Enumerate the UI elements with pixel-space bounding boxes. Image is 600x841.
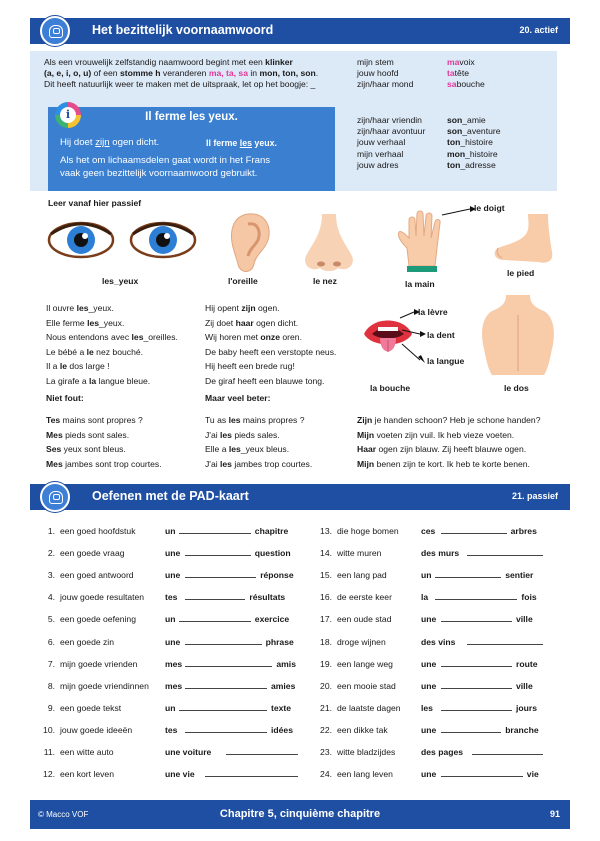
exercise-prefix: une voiture xyxy=(165,747,212,757)
exercise-dutch: een lang leven xyxy=(337,769,393,780)
exercise-number: 21. xyxy=(320,702,332,713)
exercise-number: 1. xyxy=(47,526,55,536)
eyes-illustration xyxy=(45,218,200,264)
niet-fout-label: Niet fout: xyxy=(46,393,84,403)
exercise-row xyxy=(0,526,600,540)
col3-line: Mijn voeten zijn vuil. Ik heb vieze voeten. xyxy=(357,429,515,440)
col2-line: J'ai les pieds sales. xyxy=(205,429,280,440)
exercise-number: 12. xyxy=(43,769,55,780)
page-footer xyxy=(30,800,570,829)
pair-row: zijn/haar mond sa bouche xyxy=(357,79,485,90)
col1-line: Tes mains sont propres ? xyxy=(46,415,143,425)
exercise-dutch: een goed hoofdstuk xyxy=(60,526,136,536)
exercise-prefix: la xyxy=(421,592,429,603)
foot-illustration xyxy=(490,212,556,266)
answer-blank[interactable] xyxy=(467,548,543,556)
answer-blank[interactable] xyxy=(441,526,507,534)
exercise-prefix: les xyxy=(421,702,433,713)
exercise-dutch: een goede oefening xyxy=(60,614,136,625)
exercise-dutch: droge wijnen xyxy=(337,636,386,647)
col3-line: Mijn benen zijn te kort. Ik heb te korte benen. xyxy=(357,458,530,469)
exercise-dutch: witte bladzijdes xyxy=(337,747,396,757)
exercise-suffix: branche xyxy=(505,724,539,735)
exercise-dutch: een goede zin xyxy=(60,636,114,647)
exercise-suffix: exercice xyxy=(254,614,290,625)
answer-blank[interactable] xyxy=(441,659,512,667)
info-line-2: Als het om lichaamsdelen gaat wordt in het Frans xyxy=(60,155,271,166)
exercise-suffix: ville xyxy=(516,614,533,625)
exercise-dutch: de eerste keer xyxy=(337,592,392,603)
brain-icon xyxy=(40,482,70,512)
exercise-number: 22. xyxy=(320,724,332,735)
fr-sentence: Elle ferme les_yeux. xyxy=(46,317,125,328)
answer-blank[interactable] xyxy=(441,725,502,733)
exercise-dutch: een kort leven xyxy=(60,769,114,780)
answer-blank[interactable] xyxy=(467,637,543,645)
exercise-number: 7. xyxy=(47,658,55,669)
exercise-prefix: une xyxy=(165,548,181,559)
exercise-number: 8. xyxy=(47,680,55,691)
col2-sentences xyxy=(205,413,312,471)
answer-blank[interactable] xyxy=(435,570,501,578)
pair-row: jouw verhaal ton _histoire xyxy=(357,137,493,148)
col3-line: Haar ogen zijn blauw. Zij heeft blauwe ogen. xyxy=(357,444,527,454)
answer-blank[interactable] xyxy=(435,592,517,600)
exercise-row xyxy=(0,570,600,584)
exercise-suffix: idées xyxy=(271,724,293,735)
exercise-prefix: une xyxy=(421,769,437,780)
hand-illustration xyxy=(395,208,459,274)
exercise-prefix: des murs xyxy=(421,548,460,559)
exercise-row xyxy=(0,769,600,783)
answer-blank[interactable] xyxy=(472,747,543,755)
exercise-dutch: jouw goede resultaten xyxy=(60,592,145,603)
copyright: © Macco VOF xyxy=(38,810,89,819)
exercise-prefix: tes xyxy=(165,724,178,735)
exercise-number: 15. xyxy=(320,570,332,581)
exercise-dutch: een oude stad xyxy=(337,614,392,625)
fr-sentence: Le bébé a le nez bouché. xyxy=(46,346,144,357)
col2-line: Tu as les mains propres ? xyxy=(205,415,305,425)
exercise-prefix: une xyxy=(421,724,437,735)
intro-text xyxy=(44,57,354,91)
info-icon: i xyxy=(55,102,81,128)
exercise-prefix: une xyxy=(165,636,181,647)
info-box xyxy=(48,107,335,191)
exercise-suffix: vie xyxy=(526,769,539,780)
col3-sentences xyxy=(357,413,540,471)
exercise-number: 2. xyxy=(47,548,55,559)
exercise-dutch: witte muren xyxy=(337,548,382,559)
col3-line: Zijn je handen schoon? Heb je schone handen? xyxy=(357,415,541,425)
col2-line: Elle a les_yeux bleus. xyxy=(205,444,290,454)
exercise-prefix: mes xyxy=(165,680,183,691)
exercise-number: 5. xyxy=(47,614,55,625)
col2-line: J'ai les jambes trop courtes. xyxy=(205,458,313,469)
label-oreille: l'oreille xyxy=(228,276,258,286)
label-doigt: le doigt xyxy=(474,203,505,213)
exercise-row xyxy=(0,725,600,739)
pairs-bottom xyxy=(357,115,557,171)
exercise-suffix: amis xyxy=(276,658,296,669)
exercise-number: 14. xyxy=(320,548,332,559)
col1-line: Mes jambes sont trop courtes. xyxy=(46,458,162,469)
exercise-suffix: fois xyxy=(521,592,537,603)
exercise-number: 20. xyxy=(320,680,332,691)
exercise-prefix: ces xyxy=(421,526,436,536)
exercise-dutch: die hoge bomen xyxy=(337,526,399,536)
pair-row: zijn/haar vriendin son _amie xyxy=(357,115,486,125)
exercise-row xyxy=(0,659,600,673)
exercise-dutch: mijn goede vrienden xyxy=(60,658,138,669)
label-pied: le pied xyxy=(507,268,535,278)
section-header-1 xyxy=(30,18,570,44)
exercise-dutch: een witte auto xyxy=(60,747,114,757)
exercise-dutch: een goed antwoord xyxy=(60,570,134,581)
exercise-number: 23. xyxy=(320,747,332,757)
exercise-row xyxy=(0,592,600,606)
label-dos: le dos xyxy=(504,383,529,393)
exercise-number: 18. xyxy=(320,636,332,647)
col1-line: Mes pieds sont sales. xyxy=(46,429,130,440)
exercise-suffix: résultats xyxy=(249,592,286,603)
exercise-number: 3. xyxy=(47,570,55,581)
maar-beter-label: Maar veel beter: xyxy=(205,393,271,403)
label-bouche: la bouche xyxy=(370,383,411,393)
exercise-number: 10. xyxy=(43,724,55,735)
nl-sentence: Wij horen met onze oren. xyxy=(205,332,302,342)
nl-sentence: Hij opent zijn ogen. xyxy=(205,303,280,313)
exercise-row xyxy=(0,637,600,651)
exercise-dutch: een goede tekst xyxy=(60,702,122,713)
exercise-prefix: un xyxy=(165,702,176,713)
nl-sentence: De giraf heeft een blauwe tong. xyxy=(205,375,325,386)
nose-illustration xyxy=(302,214,356,274)
exercise-suffix: question xyxy=(254,548,291,559)
label-yeux: les_yeux xyxy=(102,276,139,286)
exercise-prefix: une xyxy=(421,658,437,669)
exercise-prefix: un xyxy=(165,526,176,536)
exercise-suffix: chapitre xyxy=(254,526,289,536)
answer-blank[interactable] xyxy=(441,703,512,711)
exercise-number: 6. xyxy=(47,636,55,647)
exercise-prefix: une xyxy=(421,680,437,691)
pair-row: jouw hoofd ta tête xyxy=(357,68,469,79)
col1-sentences xyxy=(46,413,162,471)
exercise-prefix: mes xyxy=(165,658,183,669)
exercise-number: 11. xyxy=(43,747,55,757)
section-header-2 xyxy=(30,484,570,510)
exercise-dutch: mijn goede vriendinnen xyxy=(60,680,149,691)
exercise-dutch: jouw goede ideeën xyxy=(60,724,133,735)
label-dent: la dent xyxy=(427,330,455,340)
exercise-suffix: jours xyxy=(516,702,538,713)
exercise-number: 16. xyxy=(320,592,332,603)
exercise-dutch: de laatste dagen xyxy=(337,702,401,713)
brain-icon xyxy=(40,16,70,46)
exercise-suffix: ville xyxy=(516,680,533,691)
intro-line-2: (a, e, i, o, u) of een stomme h veranderen ma, ta, sa in mon, ton, son. xyxy=(44,68,319,79)
exercise-prefix: tes xyxy=(165,592,178,603)
info-line-1-fr: Il ferme les yeux. xyxy=(206,138,277,148)
exercise-number: 19. xyxy=(320,658,332,669)
exercise-row xyxy=(0,681,600,695)
info-title: Il ferme les yeux. xyxy=(145,111,238,123)
exercise-suffix: phrase xyxy=(265,636,294,647)
exercise-dutch: een lange weg xyxy=(337,658,393,669)
label-nez: le nez xyxy=(313,276,337,286)
exercise-suffix: route xyxy=(516,658,538,669)
chapter-title: Chapitre 5, cinquième chapitre xyxy=(219,808,381,820)
exercise-dutch: een mooie stad xyxy=(337,680,396,691)
answer-blank[interactable] xyxy=(441,769,523,777)
label-main: la main xyxy=(405,279,435,289)
exercise-prefix: des vins xyxy=(421,636,456,647)
exercise-row xyxy=(0,614,600,628)
exercise-suffix: arbres xyxy=(510,526,537,536)
section-title: Het bezittelijk voornaamwoord xyxy=(92,23,274,37)
answer-blank[interactable] xyxy=(441,681,512,689)
pairs-top xyxy=(357,57,557,91)
pair-row: mijn verhaal mon _histoire xyxy=(357,148,498,159)
fr-sentence: Il ouvre les_yeux. xyxy=(46,303,114,313)
info-line-3: vaak geen bezittelijk voornaamwoord gebruikt. xyxy=(60,168,258,179)
exercise-number: 9. xyxy=(47,702,55,713)
exercise-number: 17. xyxy=(320,614,332,625)
exercise-prefix: une xyxy=(421,614,437,625)
exercise-dutch: een dikke tak xyxy=(337,724,388,735)
exercise-suffix: texte xyxy=(271,702,292,713)
pair-row: mijn stem ma voix xyxy=(357,57,475,67)
exercise-row xyxy=(0,703,600,717)
answer-blank[interactable] xyxy=(441,614,512,622)
exercise-suffix: amies xyxy=(271,680,296,691)
exercise-prefix: une vie xyxy=(165,769,195,780)
exercise-row xyxy=(0,548,600,562)
exercise-prefix: des pages xyxy=(421,747,464,757)
section-tag: 20. actief xyxy=(519,25,558,35)
info-line-1: Hij doet zijn ogen dicht. xyxy=(60,137,160,148)
exercise-number: 24. xyxy=(320,769,332,780)
ear-illustration xyxy=(228,210,274,276)
section-tag: 21. passief xyxy=(511,491,558,501)
exercise-prefix: une xyxy=(165,570,181,581)
mouth-pointers xyxy=(398,308,428,372)
exercise-dutch: een goede vraag xyxy=(60,548,125,559)
intro-line-1: Als een vrouwelijk zelfstandig naamwoord begint met een klinker xyxy=(44,57,293,67)
exercise-number: 13. xyxy=(320,526,332,536)
fr-sentence: La girafe a la langue bleue. xyxy=(46,375,151,386)
label-langue: la langue xyxy=(427,356,465,366)
exercise-number: 4. xyxy=(47,592,55,603)
exercise-suffix: sentier xyxy=(505,570,534,581)
section-title: Oefenen met de PAD-kaart xyxy=(92,489,249,503)
exercise-dutch: een lang pad xyxy=(337,570,387,581)
exercise-prefix: un xyxy=(165,614,176,625)
col1-line: Ses yeux sont bleus. xyxy=(46,444,126,454)
exercise-prefix: un xyxy=(421,570,432,581)
page-number: 91 xyxy=(549,809,560,819)
exercise-suffix: réponse xyxy=(260,570,294,581)
nl-sentence: De baby heeft een verstopte neus. xyxy=(205,346,337,357)
nl-sentence: Zij doet haar ogen dicht. xyxy=(205,317,299,328)
fr-sentences xyxy=(46,301,178,388)
nl-sentences xyxy=(205,301,336,388)
back-illustration xyxy=(478,293,558,375)
pair-row: jouw adres ton _adresse xyxy=(357,159,496,170)
passive-heading: Leer vanaf hier passief xyxy=(48,198,142,208)
fr-sentence: Nous entendons avec les_oreilles. xyxy=(46,332,178,342)
label-levre: la lèvre xyxy=(418,307,448,317)
intro-line-3: Dit heeft natuurlijk weer te maken met de uitspraak, let op het boogje: _ xyxy=(44,79,316,90)
fr-sentence: Il a le dos large ! xyxy=(46,361,110,371)
exercise-row xyxy=(0,747,600,761)
pair-row: zijn/haar avontuur son _aventure xyxy=(357,126,501,137)
nl-sentence: Hij heeft een brede rug! xyxy=(205,361,295,371)
